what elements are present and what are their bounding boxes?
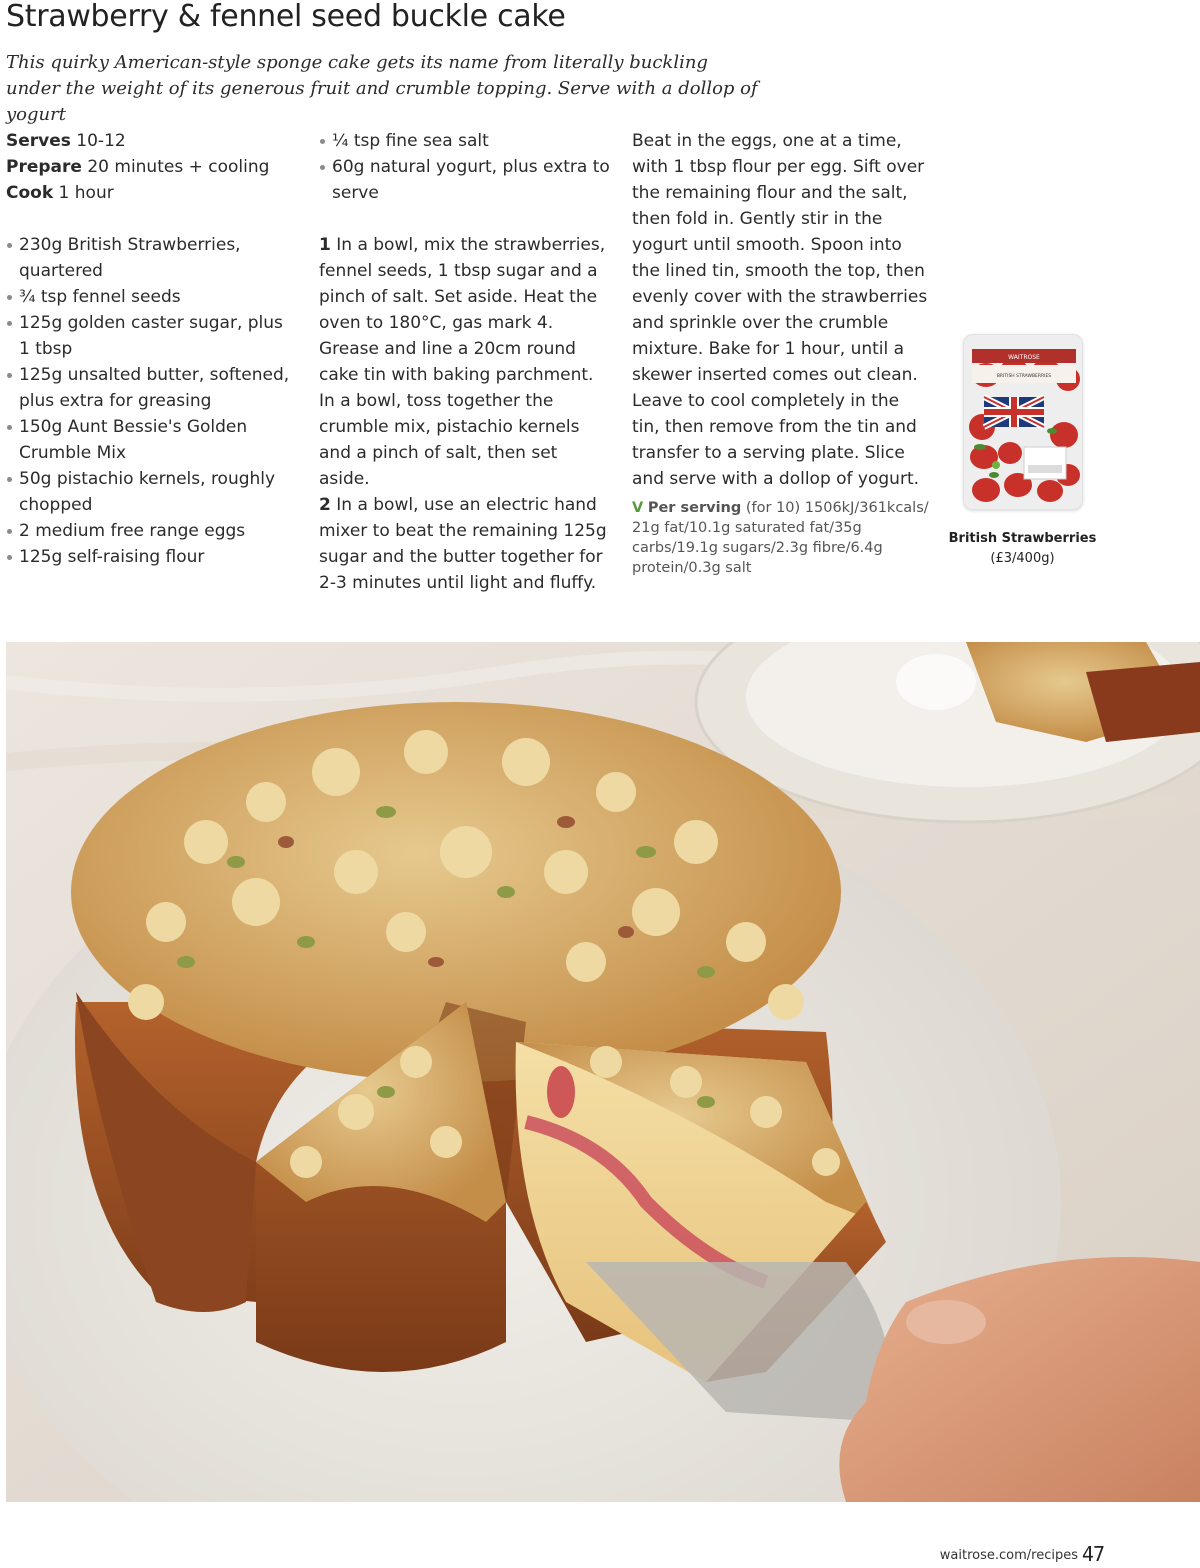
ingredient-item: 230g British Strawberries, quartered <box>6 232 296 284</box>
footer-url[interactable]: waitrose.com/recipes <box>939 1548 1078 1563</box>
ingredient-list-1 <box>6 232 296 570</box>
ingredient-item: 125g golden caster sugar, plus 1 tbsp <box>6 310 296 362</box>
pack-label: BRITISH STRAWBERRIES <box>996 374 1052 379</box>
cook-value: 1 hour <box>58 183 114 203</box>
strawberry-pack-image <box>963 334 1083 510</box>
buckle-cake-photo <box>6 642 1200 1502</box>
step-number: 1 <box>319 235 331 255</box>
vegetarian-mark: V <box>632 500 644 516</box>
method-column-3 <box>632 128 932 578</box>
nutrition-text: (for 10) 1506kJ/361kcals/ 21g fat/10.1g saturated fat/35g carbs/19.1g sugars/2.3g fibre/6.4g protein/0.3g salt <box>632 500 929 576</box>
serves-row <box>6 128 296 154</box>
serves-label: Serves <box>6 131 71 151</box>
nutrition-info <box>632 498 932 578</box>
method-step-2-continued: Beat in the eggs, one at a time, with 1 tbsp flour per egg. Sift over the remaining flour and the salt, then fold in. Gently stir in the yogurt until smooth. Spoon into the lined tin, smooth the top, then evenly cover with the strawberries and sprinkle over the crumble mixture. Bake for 1 hour, until a skewer inserted comes out clean. Leave to cool completely in the tin, then remove from the tin and transfer to a serving plate. Slice and serve with a dollop of yogurt. <box>632 131 928 489</box>
step-number: 2 <box>319 495 331 515</box>
method-step-1 <box>319 232 611 492</box>
product-price: (£3/400g) <box>990 551 1055 566</box>
ingredient-item: 125g self-raising flour <box>6 544 296 570</box>
ingredient-item: 60g natural yogurt, plus extra to serve <box>319 154 611 206</box>
recipe-title: Strawberry & fennel seed buckle cake <box>6 0 566 34</box>
ingredients-column-1 <box>6 128 296 570</box>
ingredient-item: 50g pistachio kernels, roughly chopped <box>6 466 296 518</box>
prepare-value: 20 minutes + cooling <box>87 157 270 177</box>
ingredient-item: ¼ tsp fine sea salt <box>319 128 611 154</box>
method-step-2 <box>319 492 611 596</box>
step-text: In a bowl, use an electric hand mixer to beat the remaining 125g sugar and the butter together for 2-3 minutes until light and fluffy. <box>319 495 607 593</box>
serves-value: 10-12 <box>76 131 126 151</box>
cake-photo <box>6 642 1200 1502</box>
page-number: 47 <box>1081 1542 1104 1566</box>
ingredient-item: ¾ tsp fennel seeds <box>6 284 296 310</box>
ingredient-item: 150g Aunt Bessie's Golden Crumble Mix <box>6 414 296 466</box>
product-name: British Strawberries <box>948 531 1097 546</box>
prepare-row <box>6 154 296 180</box>
per-serving-label: Per serving <box>647 500 742 516</box>
pack-brand: WAITROSE <box>1008 354 1040 361</box>
strawberry-pack-icon <box>964 335 1083 510</box>
ingredient-list-2 <box>319 128 611 206</box>
ingredients-method-column-2 <box>319 128 611 596</box>
prepare-label: Prepare <box>6 157 82 177</box>
ingredient-item: 125g unsalted butter, softened, plus extra for greasing <box>6 362 296 414</box>
recipe-intro: This quirky American-style sponge cake gets its name from literally buckling under the weight of its generous fruit and crumble topping. Serve with a dollop of yogurt <box>6 52 758 125</box>
cook-row <box>6 180 296 206</box>
step-text: In a bowl, mix the strawberries, fennel seeds, 1 tbsp sugar and a pinch of salt. Set aside. Heat the oven to 180°C, gas mark 4. Grease and line a 20cm round cake tin with baking parchment. In a bowl, toss together the crumble mix, pistachio kernels and a pinch of salt, then set aside. <box>319 235 606 489</box>
ingredient-item: 2 medium free range eggs <box>6 518 296 544</box>
cook-label: Cook <box>6 183 54 203</box>
